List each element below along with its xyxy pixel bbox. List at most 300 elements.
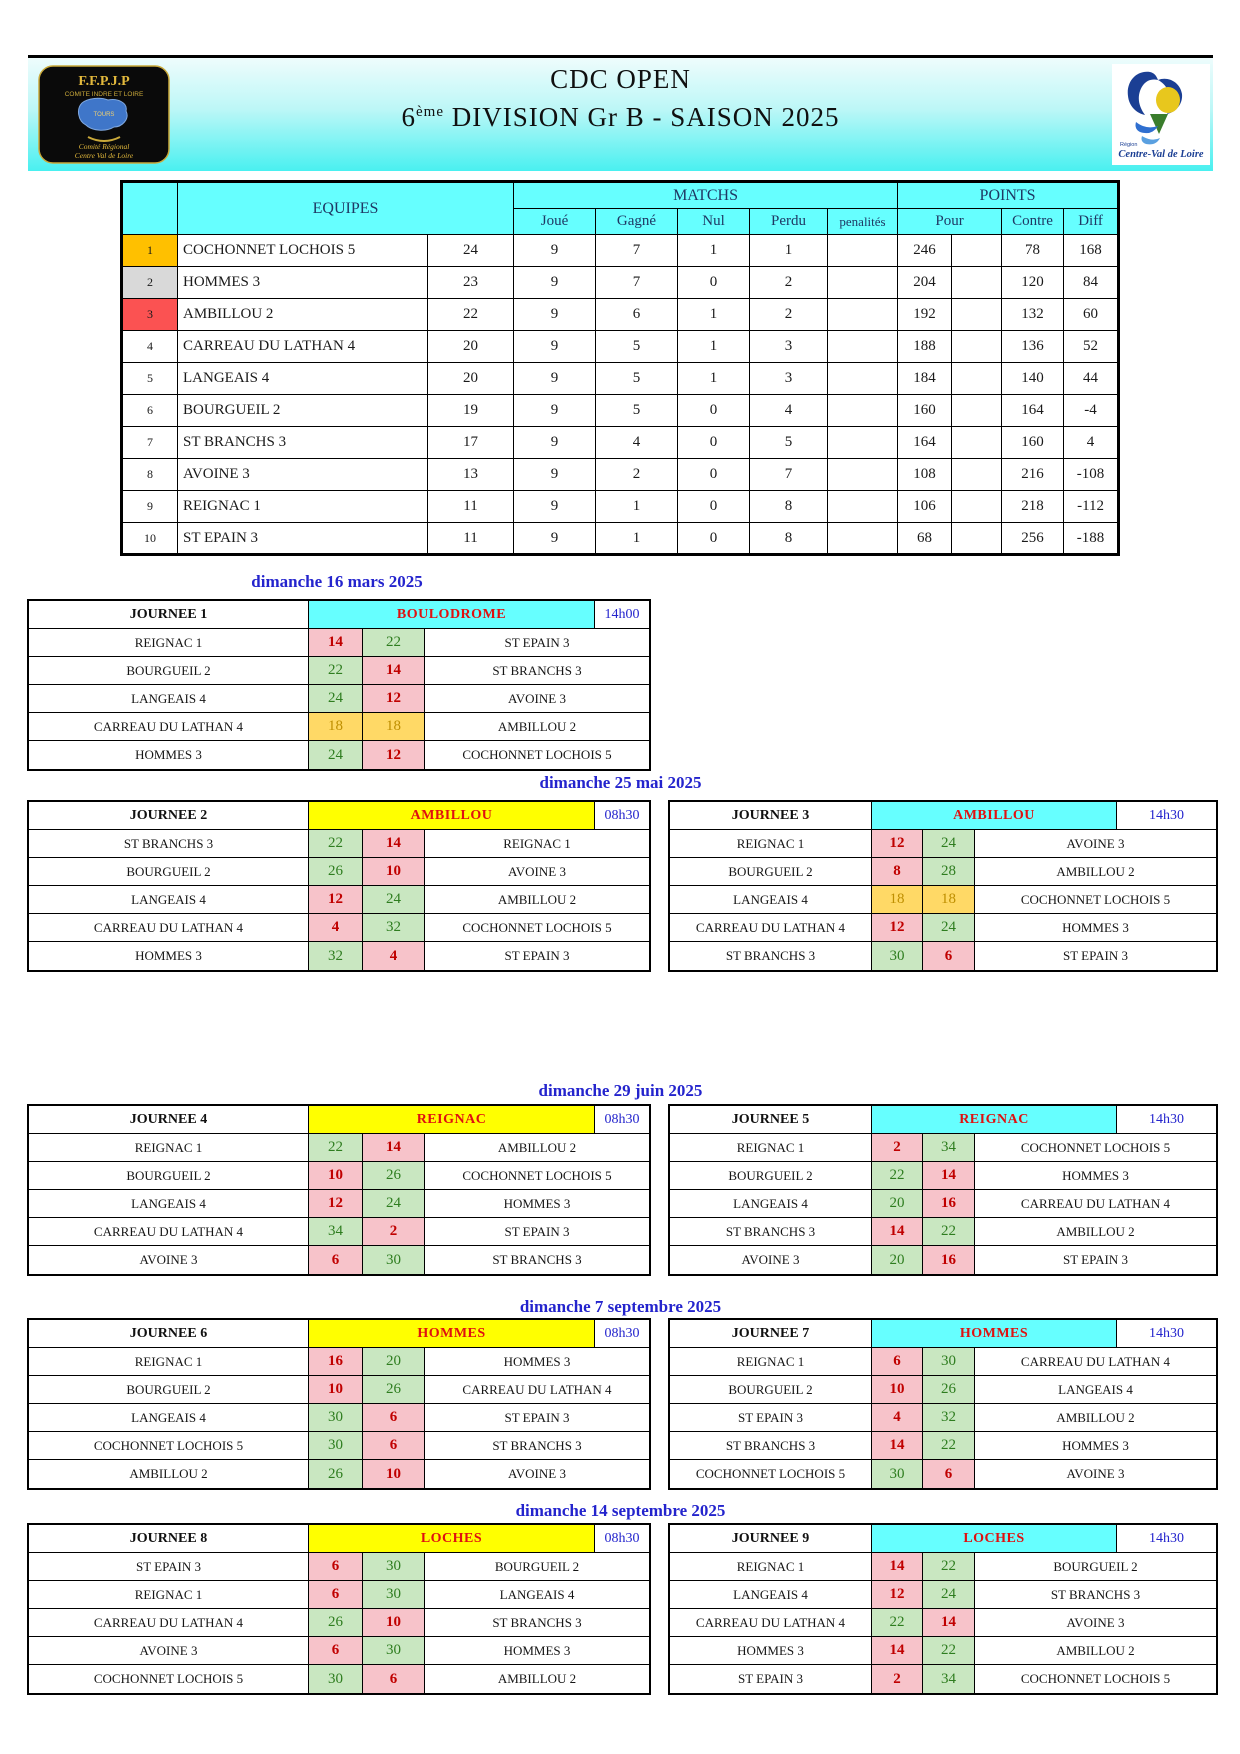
home-team: HOMMES 3 (29, 942, 309, 970)
home-score: 6 (309, 1246, 363, 1274)
standings-contre-cell: 160 (1002, 427, 1064, 459)
home-team: ST EPAIN 3 (29, 1553, 309, 1580)
journee-label: JOURNEE 8 (29, 1525, 309, 1552)
away-team: AVOINE 3 (508, 1466, 566, 1481)
home-score: 12 (872, 830, 923, 857)
match-row (670, 1404, 1216, 1432)
match-row (29, 1246, 649, 1274)
equipes-header: EQUIPES (178, 182, 514, 235)
standings-perdu-cell: 8 (750, 523, 828, 555)
standings-rank-cell: 2 (122, 267, 178, 299)
joue-header: Joué (514, 209, 596, 235)
journee-table (668, 1104, 1218, 1276)
cvl-logo (1112, 64, 1210, 165)
away-score: 14 (923, 1609, 975, 1636)
standings-nul-cell: 0 (678, 523, 750, 555)
standings-rank-cell: 9 (122, 491, 178, 523)
standings-gagne-cell: 2 (596, 459, 678, 491)
standings-joue-cell: 9 (514, 395, 596, 427)
page-title: CDC OPEN (550, 64, 691, 94)
home-team: ST BRANCHS 3 (670, 1432, 872, 1459)
rank-column-header (122, 182, 178, 235)
standings-gagne-cell: 4 (596, 427, 678, 459)
journee-venue: AMBILLOU (872, 802, 1117, 829)
journee-date: dimanche 14 septembre 2025 (515, 1501, 726, 1520)
journee-venue: REIGNAC (309, 1106, 595, 1133)
standings-pour-cell: 160 (898, 395, 952, 427)
journee-venue: HOMMES (309, 1320, 595, 1347)
standings-nul-cell: 0 (678, 395, 750, 427)
away-score: 28 (923, 858, 975, 885)
standings-points-cell: 22 (428, 299, 514, 331)
standings-gagne-cell: 1 (596, 523, 678, 555)
standings-contre-cell: 136 (1002, 331, 1064, 363)
standings-diff-cell: 4 (1064, 427, 1119, 459)
points-group-header: POINTS (898, 182, 1119, 209)
standings-diff-cell: 60 (1064, 299, 1119, 331)
match-row (670, 858, 1216, 886)
journee-date: dimanche 16 mars 2025 (251, 572, 423, 591)
ffpjp-arc-text: COMITE INDRE ET LOIRE (64, 91, 144, 98)
standings-diff-cell: -4 (1064, 395, 1119, 427)
match-row (670, 1581, 1216, 1609)
away-team: LANGEAIS 4 (499, 1586, 575, 1602)
match-row (670, 830, 1216, 858)
journee-venue: AMBILLOU (309, 802, 595, 829)
away-score: 10 (363, 1609, 425, 1636)
home-team: BOURGUEIL 2 (29, 1162, 309, 1189)
home-team: REIGNAC 1 (29, 1134, 309, 1161)
home-score: 8 (872, 858, 923, 885)
home-team: HOMMES 3 (29, 741, 309, 769)
home-team: AVOINE 3 (670, 1246, 872, 1274)
standings-team-cell: HOMMES 3 (178, 267, 428, 299)
standings-points-cell: 20 (428, 363, 514, 395)
standings-contre-cell: 164 (1002, 395, 1064, 427)
standings-gagne-cell: 1 (596, 491, 678, 523)
standings-contre-cell: 132 (1002, 299, 1064, 331)
standings-row (122, 267, 1119, 299)
diff-header: Diff (1064, 209, 1119, 235)
home-team: REIGNAC 1 (670, 1134, 872, 1161)
home-score: 14 (872, 1553, 923, 1580)
standings-diff-cell: -188 (1064, 523, 1119, 555)
standings-nul-cell: 1 (678, 363, 750, 395)
home-team: LANGEAIS 4 (670, 886, 872, 913)
journee-venue: REIGNAC (872, 1106, 1117, 1133)
away-team: COCHONNET LOCHOIS 5 (1020, 891, 1171, 907)
standings-rank-cell: 1 (122, 235, 178, 267)
standings-rank-cell: 7 (122, 427, 178, 459)
away-score: 32 (363, 914, 425, 941)
standings-penalites-cell (828, 299, 898, 331)
standings-perdu-cell: 3 (750, 331, 828, 363)
away-score: 10 (363, 1460, 425, 1488)
home-score: 10 (872, 1376, 923, 1403)
subtitle-number: 6 (401, 102, 416, 132)
away-team: HOMMES 3 (1062, 1167, 1129, 1183)
away-team: ST BRANCHS 3 (1050, 1586, 1141, 1602)
pour-header: Pour (898, 209, 1002, 235)
away-score: 6 (363, 1404, 425, 1431)
home-score: 18 (872, 886, 923, 913)
standings-gagne-cell: 7 (596, 235, 678, 267)
match-row (670, 1348, 1216, 1376)
away-score: 26 (363, 1376, 425, 1403)
nul-header: Nul (678, 209, 750, 235)
away-team: AMBILLOU 2 (497, 1671, 577, 1686)
match-row (29, 1134, 649, 1162)
away-team: HOMMES 3 (1062, 1437, 1129, 1453)
home-score: 26 (309, 1609, 363, 1636)
match-row (29, 741, 649, 769)
standings-nul-cell: 1 (678, 235, 750, 267)
journee-time: 14h30 (1149, 1530, 1184, 1546)
journee-table (27, 599, 651, 771)
away-team: AVOINE 3 (1066, 1466, 1125, 1481)
standings-nul-cell: 0 (678, 267, 750, 299)
match-row (29, 629, 649, 657)
journee-table (27, 1523, 651, 1695)
cvl-yellow-dot (1156, 87, 1180, 113)
standings-diff-cell: 52 (1064, 331, 1119, 363)
away-score: 24 (363, 886, 425, 913)
away-team: CARREAU DU LATHAN 4 (1020, 1195, 1171, 1211)
standings-penalites-cell (828, 395, 898, 427)
home-score: 30 (309, 1665, 363, 1693)
home-score: 22 (309, 657, 363, 684)
away-score: 34 (923, 1665, 975, 1693)
standings-nul-cell: 0 (678, 459, 750, 491)
home-team: CARREAU DU LATHAN 4 (29, 914, 309, 941)
standings-penalites-cell (828, 491, 898, 523)
standings-perdu-cell: 1 (750, 235, 828, 267)
match-row (29, 1460, 649, 1488)
home-score: 22 (872, 1609, 923, 1636)
match-row (29, 1553, 649, 1581)
contre-header: Contre (1002, 209, 1064, 235)
standings-gagne-cell: 7 (596, 267, 678, 299)
standings-perdu-cell: 4 (750, 395, 828, 427)
cvl-region-word: Région (1120, 142, 1138, 148)
home-score: 14 (309, 629, 363, 656)
match-row (29, 713, 649, 741)
away-team: HOMMES 3 (503, 1353, 571, 1369)
journee-venue: LOCHES (872, 1525, 1117, 1552)
standings-penalites-cell (828, 427, 898, 459)
away-team: AVOINE 3 (508, 863, 566, 879)
home-score: 22 (309, 830, 363, 857)
away-team: AVOINE 3 (508, 690, 566, 706)
standings-row (122, 459, 1119, 491)
home-score: 4 (872, 1404, 923, 1431)
home-team: ST EPAIN 3 (670, 1665, 872, 1693)
home-score: 10 (309, 1162, 363, 1189)
journee-date: dimanche 29 juin 2025 (538, 1081, 703, 1100)
match-row (29, 1665, 649, 1693)
home-team: REIGNAC 1 (670, 1348, 872, 1375)
match-row (670, 1162, 1216, 1190)
away-score: 18 (923, 886, 975, 913)
standings-nul-cell: 1 (678, 299, 750, 331)
standings-pour-cell: 106 (898, 491, 952, 523)
match-row (670, 1460, 1216, 1488)
journee-label: JOURNEE 7 (670, 1320, 872, 1347)
matchs-group-header: MATCHS (514, 182, 898, 209)
home-score: 20 (872, 1246, 923, 1274)
away-team: BOURGUEIL 2 (1053, 1558, 1138, 1574)
journee-time: 08h30 (604, 807, 640, 823)
standings-pour-cell: 188 (898, 331, 952, 363)
away-score: 14 (363, 657, 425, 684)
away-score: 14 (363, 830, 425, 857)
home-team: CARREAU DU LATHAN 4 (29, 713, 309, 740)
away-team: AMBILLOU 2 (1056, 1223, 1135, 1239)
standings-table (120, 180, 1120, 556)
match-row (29, 1348, 649, 1376)
away-team: REIGNAC 1 (503, 835, 571, 851)
match-row (670, 1553, 1216, 1581)
journee-venue: LOCHES (309, 1525, 595, 1552)
home-score: 14 (872, 1432, 923, 1459)
journee-time: 14h30 (1149, 1111, 1184, 1127)
away-team: HOMMES 3 (503, 1195, 571, 1211)
journee-venue: BOULODROME (309, 601, 595, 628)
home-team: REIGNAC 1 (29, 1348, 309, 1375)
standings-penalites-cell (828, 459, 898, 491)
home-team: CARREAU DU LATHAN 4 (670, 914, 872, 941)
away-score: 2 (363, 1218, 425, 1245)
away-team: ST EPAIN 3 (504, 634, 570, 650)
gagne-header: Gagné (596, 209, 678, 235)
standings-perdu-cell: 3 (750, 363, 828, 395)
standings-spacer-cell (952, 491, 1002, 523)
standings-team-cell: COCHONNET LOCHOIS 5 (178, 235, 428, 267)
standings-points-cell: 24 (428, 235, 514, 267)
standings-team-cell: AVOINE 3 (178, 459, 428, 491)
standings-row (122, 427, 1119, 459)
away-team: ST EPAIN 3 (1062, 948, 1129, 963)
standings-perdu-cell: 5 (750, 427, 828, 459)
home-team: BOURGUEIL 2 (29, 858, 309, 885)
match-row (670, 1218, 1216, 1246)
home-score: 22 (309, 1134, 363, 1161)
ffpjp-bottom-line1: Comité Régional (78, 142, 130, 151)
standings-spacer-cell (952, 331, 1002, 363)
home-team: ST EPAIN 3 (670, 1404, 872, 1431)
standings-pour-cell: 68 (898, 523, 952, 555)
away-team: ST EPAIN 3 (504, 1409, 570, 1425)
standings-rank-cell: 8 (122, 459, 178, 491)
away-team: AMBILLOU 2 (1056, 863, 1135, 879)
away-score: 6 (363, 1665, 425, 1693)
standings-gagne-cell: 5 (596, 331, 678, 363)
away-team: BOURGUEIL 2 (494, 1558, 580, 1574)
standings-team-cell: CARREAU DU LATHAN 4 (178, 331, 428, 363)
away-score: 10 (363, 858, 425, 885)
match-row (29, 685, 649, 713)
home-score: 12 (309, 1190, 363, 1217)
standings-contre-cell: 216 (1002, 459, 1064, 491)
standings-spacer-cell (952, 267, 1002, 299)
match-row (670, 1246, 1216, 1274)
ffpjp-center-text: TOURS (93, 112, 115, 118)
away-score: 30 (363, 1581, 425, 1608)
away-score: 6 (363, 1432, 425, 1459)
match-row (29, 886, 649, 914)
home-team: AVOINE 3 (29, 1637, 309, 1664)
home-score: 6 (309, 1553, 363, 1580)
away-score: 14 (923, 1162, 975, 1189)
home-score: 26 (309, 858, 363, 885)
home-score: 12 (309, 886, 363, 913)
away-score: 30 (363, 1246, 425, 1274)
standings-pour-cell: 108 (898, 459, 952, 491)
cvl-name: Centre-Val de Loire (1118, 149, 1204, 160)
standings-row (122, 363, 1119, 395)
standings-row (122, 331, 1119, 363)
home-score: 2 (872, 1665, 923, 1693)
standings-rank-cell: 5 (122, 363, 178, 395)
journee-label: JOURNEE 3 (670, 802, 872, 829)
home-team: CARREAU DU LATHAN 4 (29, 1218, 309, 1245)
away-team: HOMMES 3 (1062, 919, 1129, 935)
standings-diff-cell: 44 (1064, 363, 1119, 395)
standings-pour-cell: 204 (898, 267, 952, 299)
standings-perdu-cell: 2 (750, 267, 828, 299)
home-score: 26 (309, 1460, 363, 1488)
standings-penalites-cell (828, 331, 898, 363)
away-team: AMBILLOU 2 (497, 891, 577, 907)
standings-joue-cell: 9 (514, 427, 596, 459)
journee-header-row (29, 1320, 649, 1348)
away-team: COCHONNET LOCHOIS 5 (1020, 1139, 1171, 1155)
standings-penalites-cell (828, 523, 898, 555)
match-row (670, 1432, 1216, 1460)
home-score: 6 (309, 1637, 363, 1664)
standings-penalites-cell (828, 267, 898, 299)
home-team: ST BRANCHS 3 (670, 1218, 872, 1245)
home-team: BOURGUEIL 2 (670, 858, 872, 885)
standings-team-cell: BOURGUEIL 2 (178, 395, 428, 427)
journee-time: 08h30 (604, 1325, 640, 1341)
home-team: LANGEAIS 4 (29, 886, 309, 913)
home-team: HOMMES 3 (670, 1637, 872, 1664)
standings-row (122, 491, 1119, 523)
standings-contre-cell: 78 (1002, 235, 1064, 267)
match-row (29, 1190, 649, 1218)
away-team: ST BRANCHS 3 (492, 662, 582, 678)
standings-team-cell: LANGEAIS 4 (178, 363, 428, 395)
away-team: CARREAU DU LATHAN 4 (462, 1381, 612, 1397)
match-row (29, 830, 649, 858)
match-row (29, 914, 649, 942)
standings-team-cell: ST EPAIN 3 (178, 523, 428, 555)
home-team: LANGEAIS 4 (29, 1404, 309, 1431)
standings-spacer-cell (952, 523, 1002, 555)
journee-table (27, 1318, 651, 1490)
home-team: BOURGUEIL 2 (29, 657, 309, 684)
standings-rank-cell: 10 (122, 523, 178, 555)
away-team: COCHONNET LOCHOIS 5 (462, 1167, 612, 1183)
match-row (29, 1581, 649, 1609)
standings-team-cell: AMBILLOU 2 (178, 299, 428, 331)
away-team: AVOINE 3 (1066, 1614, 1125, 1630)
standings-points-cell: 17 (428, 427, 514, 459)
home-score: 30 (872, 942, 923, 970)
journee-header-row (29, 1106, 649, 1134)
journee-date: dimanche 25 mai 2025 (539, 773, 702, 792)
journee-venue: HOMMES (872, 1320, 1117, 1347)
standings-joue-cell: 9 (514, 363, 596, 395)
standings-row (122, 299, 1119, 331)
journee-label: JOURNEE 1 (29, 601, 309, 628)
subtitle-rest: DIVISION Gr B - SAISON 2025 (443, 102, 840, 132)
standings-diff-cell: 84 (1064, 267, 1119, 299)
home-score: 4 (309, 914, 363, 941)
standings-perdu-cell: 8 (750, 491, 828, 523)
home-team: BOURGUEIL 2 (29, 1376, 309, 1403)
home-team: ST BRANCHS 3 (29, 830, 309, 857)
away-score: 24 (363, 1190, 425, 1217)
home-score: 22 (872, 1162, 923, 1189)
standings-team-cell: ST BRANCHS 3 (178, 427, 428, 459)
journee-table (668, 1523, 1218, 1695)
perdu-header: Perdu (750, 209, 828, 235)
header-titles (28, 64, 1213, 133)
home-score: 32 (309, 942, 363, 970)
standings-penalites-cell (828, 363, 898, 395)
standings-nul-cell: 1 (678, 331, 750, 363)
away-team: CARREAU DU LATHAN 4 (1020, 1353, 1171, 1369)
standings-rank-cell: 4 (122, 331, 178, 363)
match-row (29, 1637, 649, 1665)
penalites-header: penalités (828, 209, 898, 235)
home-team: AMBILLOU 2 (29, 1460, 309, 1488)
standings-diff-cell: -108 (1064, 459, 1119, 491)
away-team: AMBILLOU 2 (497, 1139, 577, 1155)
match-row (29, 858, 649, 886)
journee-label: JOURNEE 2 (29, 802, 309, 829)
away-score: 30 (363, 1637, 425, 1664)
journee-table (668, 800, 1218, 972)
standings-gagne-cell: 5 (596, 363, 678, 395)
away-team: HOMMES 3 (503, 1642, 571, 1658)
away-score: 32 (923, 1404, 975, 1431)
home-score: 24 (309, 741, 363, 769)
journee-time: 14h00 (604, 606, 640, 622)
match-row (29, 1162, 649, 1190)
home-team: BOURGUEIL 2 (670, 1162, 872, 1189)
away-score: 16 (923, 1190, 975, 1217)
standings-spacer-cell (952, 459, 1002, 491)
header-band (28, 55, 1213, 171)
home-team: BOURGUEIL 2 (670, 1376, 872, 1403)
journee-time: 08h30 (604, 1111, 640, 1127)
home-team: CARREAU DU LATHAN 4 (29, 1609, 309, 1636)
away-score: 12 (363, 741, 425, 769)
match-row (29, 657, 649, 685)
standings-spacer-cell (952, 395, 1002, 427)
away-team: AMBILLOU 2 (1056, 1642, 1135, 1658)
standings-contre-cell: 120 (1002, 267, 1064, 299)
home-team: LANGEAIS 4 (29, 685, 309, 712)
away-score: 24 (923, 1581, 975, 1608)
home-score: 6 (872, 1348, 923, 1375)
standings-joue-cell: 9 (514, 459, 596, 491)
journee-header-row (670, 1525, 1216, 1553)
standings-contre-cell: 140 (1002, 363, 1064, 395)
